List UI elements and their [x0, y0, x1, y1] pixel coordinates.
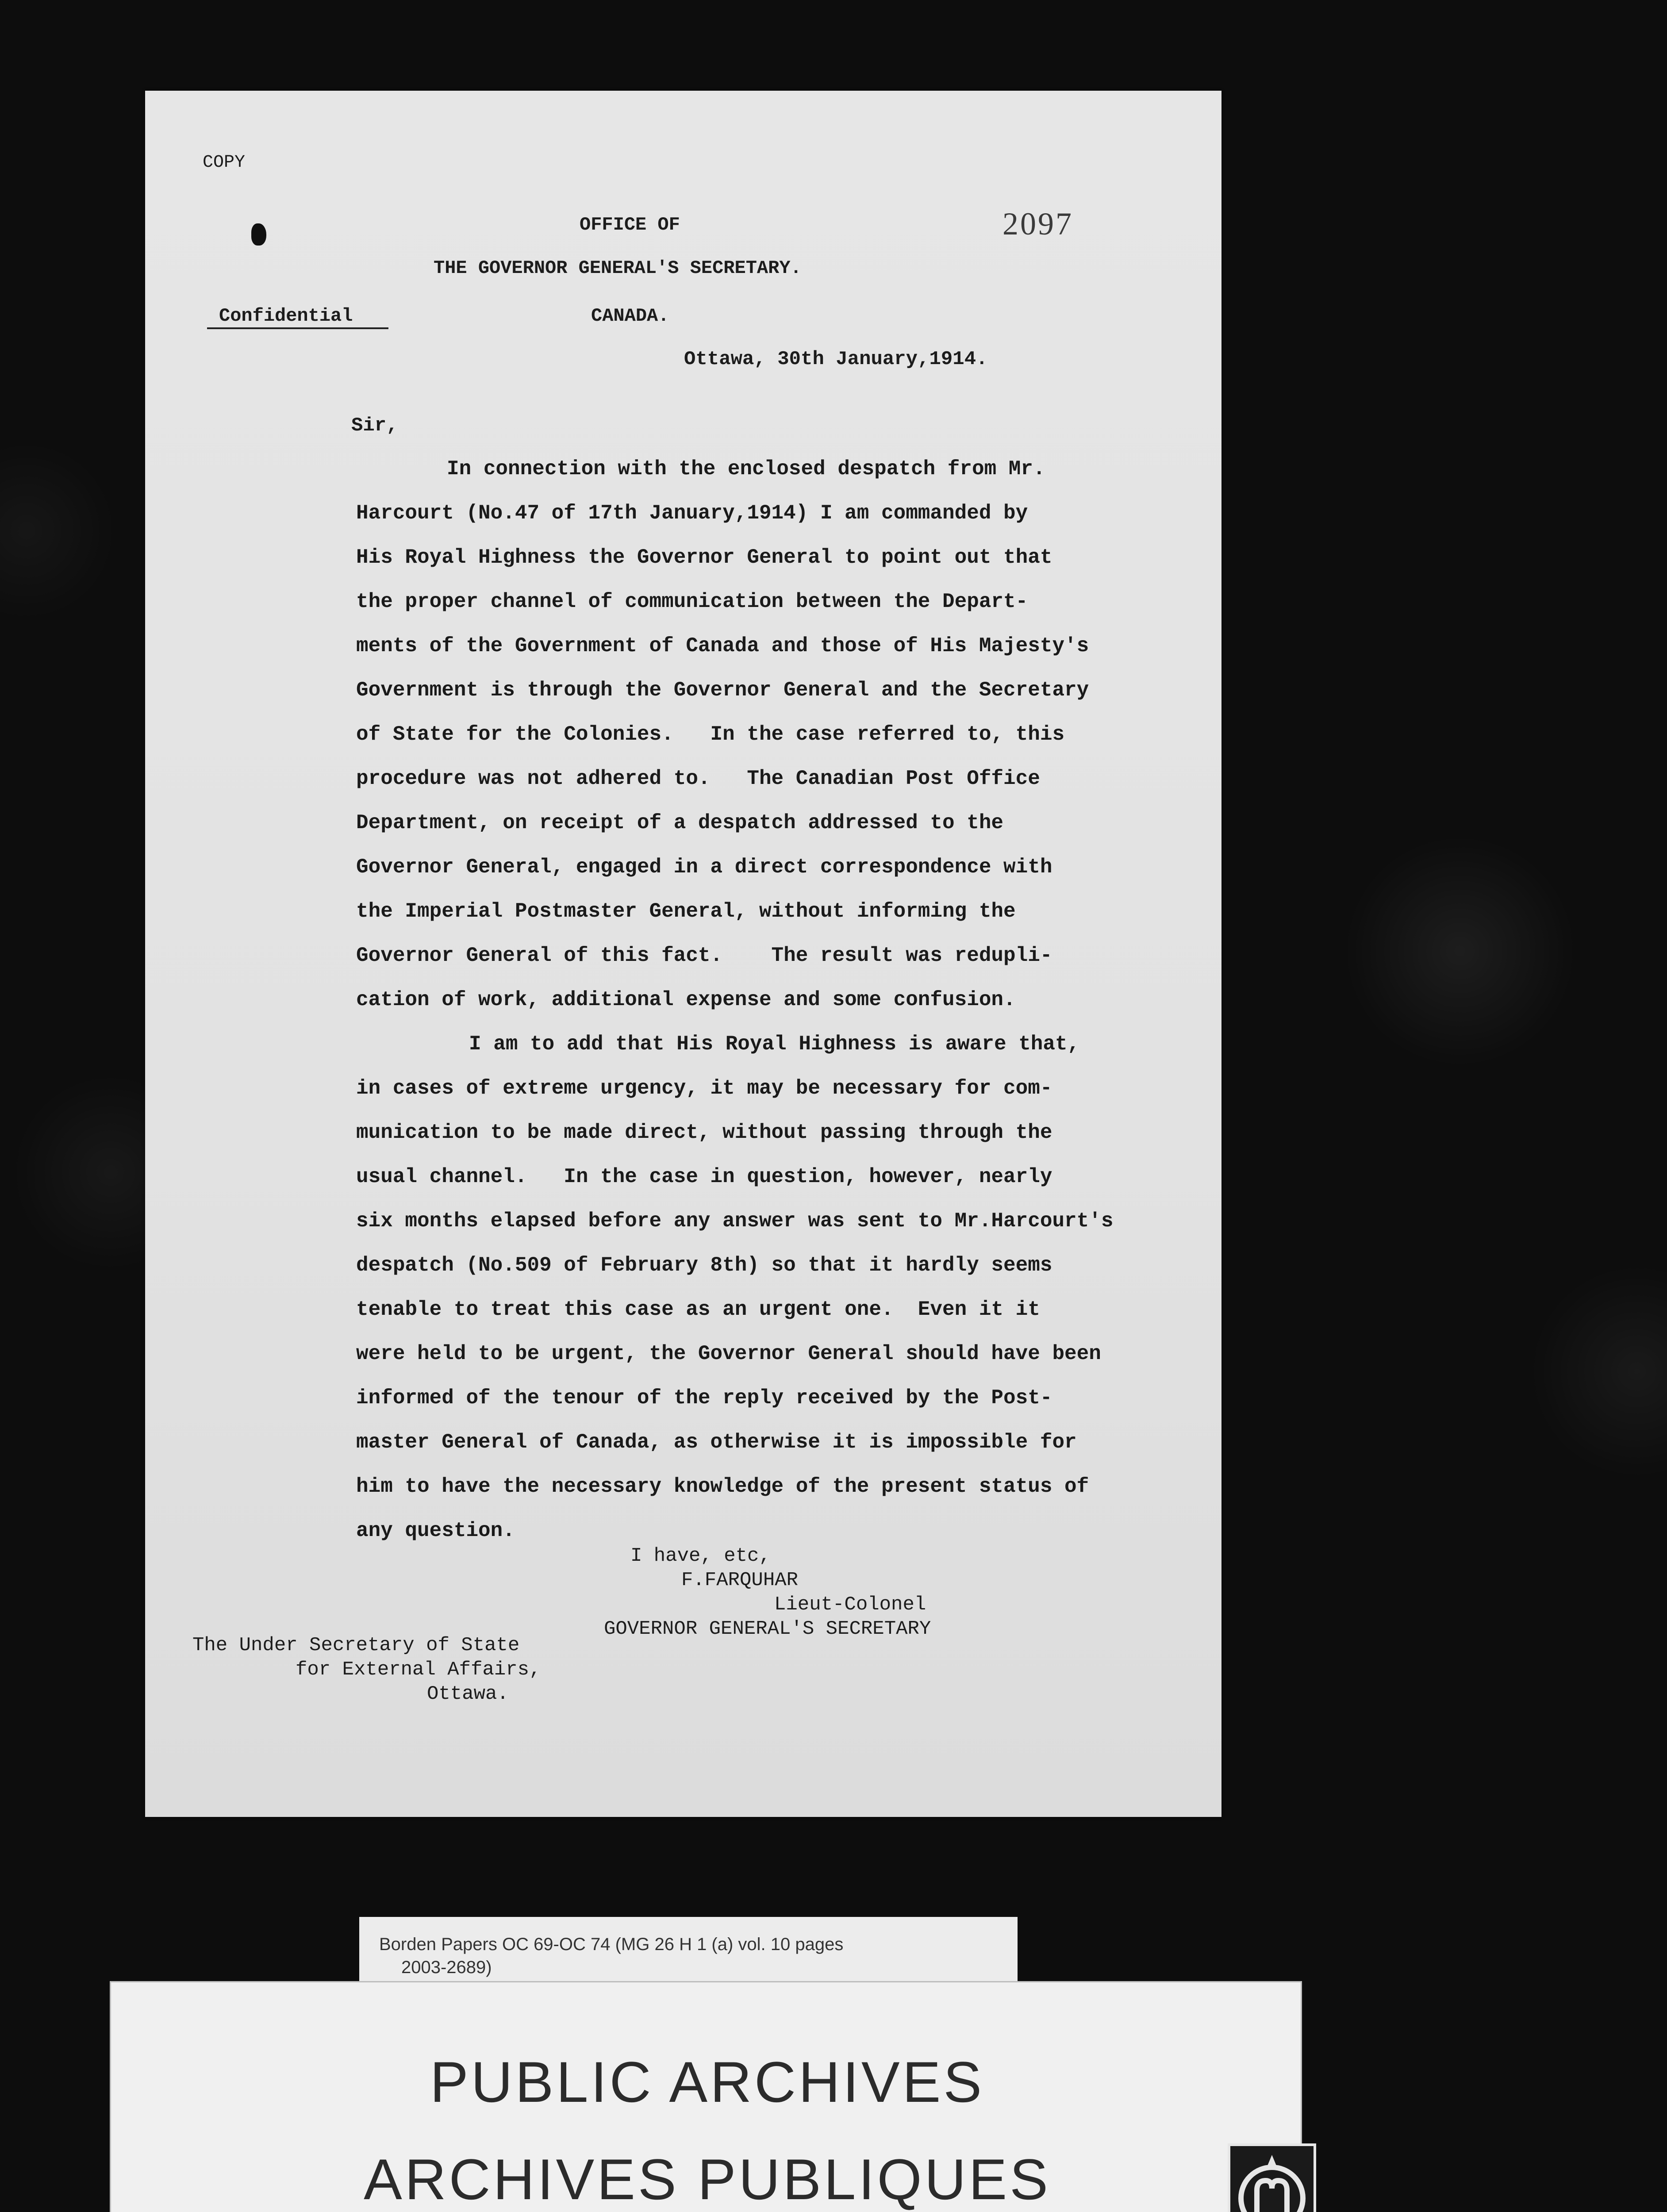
body-line: cation of work, additional expense and some confusion.: [356, 988, 1016, 1011]
addressee-line: for External Affairs,: [296, 1659, 541, 1681]
letter-sheet: [145, 91, 1221, 1817]
signer-rank: Lieut-Colonel: [774, 1594, 926, 1616]
archives-title-en: PUBLIC ARCHIVES: [430, 2050, 985, 2114]
body-line: of State for the Colonies. In the case referred to, this: [356, 723, 1065, 746]
body-line: in cases of extreme urgency, it may be necessary for com-: [356, 1077, 1052, 1100]
body-line: him to have the necessary knowledge of the present status of: [356, 1475, 1089, 1498]
ink-blot: [251, 223, 266, 246]
archives-emblem-icon: [1228, 2143, 1316, 2212]
body-line: the proper channel of communication between the Depart-: [356, 590, 1028, 613]
copy-mark: COPY: [203, 153, 246, 173]
salutation: Sir,: [351, 415, 398, 437]
body-line: Government is through the Governor General and the Secretary: [356, 679, 1089, 702]
reference-label: [359, 1917, 1018, 1981]
addressee-line: The Under Secretary of State: [192, 1634, 520, 1656]
date-line: Ottawa, 30th January,1914.: [684, 348, 988, 370]
header-secretary: THE GOVERNOR GENERAL'S SECRETARY.: [434, 257, 802, 279]
body-line: I am to add that His Royal Highness is aware that,: [469, 1033, 1080, 1056]
archives-emblem-glyph: [1230, 2146, 1314, 2212]
closing-line: I have, etc,: [630, 1545, 771, 1567]
body-line: munication to be made direct, without passing through the: [356, 1121, 1052, 1144]
body-line: six months elapsed before any answer was sent to Mr.Harcourt's: [356, 1210, 1114, 1233]
body-line: despatch (No.509 of February 8th) so that it hardly seems: [356, 1254, 1052, 1277]
body-line: procedure was not adhered to. The Canadian Post Office: [356, 767, 1040, 790]
reference-line: 2003-2689): [401, 1958, 492, 1977]
body-line: tenable to treat this case as an urgent one. Even it it: [356, 1298, 1040, 1321]
body-line: master General of Canada, as otherwise it is impossible for: [356, 1431, 1077, 1454]
header-office: OFFICE OF: [580, 214, 680, 235]
body-line: Department, on receipt of a despatch addressed to the: [356, 811, 1004, 834]
body-line: ments of the Government of Canada and those of His Majesty's: [356, 634, 1089, 657]
body-line: Harcourt (No.47 of 17th January,1914) I am commanded by: [356, 502, 1028, 525]
body-line: His Royal Highness the Governor General to point out that: [356, 546, 1052, 569]
header-country: CANADA.: [591, 305, 669, 326]
archives-card: [110, 1981, 1302, 2212]
body-line: In connection with the enclosed despatch from Mr.: [447, 457, 1045, 480]
classification-underline: [207, 327, 388, 329]
body-line: any question.: [356, 1519, 515, 1542]
reference-line: Borden Papers OC 69-OC 74 (MG 26 H 1 (a) vol. 10 pages: [379, 1935, 844, 1954]
body-line: Governor General, engaged in a direct correspondence with: [356, 856, 1052, 879]
body-line: the Imperial Postmaster General, without informing the: [356, 900, 1016, 923]
addressee-line: Ottawa.: [427, 1683, 509, 1705]
body-line: usual channel. In the case in question, however, nearly: [356, 1165, 1052, 1188]
body-line: Governor General of this fact. The result was redupli-: [356, 944, 1052, 967]
body-line: informed of the tenour of the reply received by the Post-: [356, 1386, 1052, 1409]
body-line: were held to be urgent, the Governor General should have been: [356, 1342, 1101, 1365]
signer-name: F.FARQUHAR: [681, 1569, 799, 1591]
page-number-stamp: 2097: [1003, 206, 1073, 242]
classification-label: Confidential: [219, 305, 353, 326]
archives-title-fr: ARCHIVES PUBLIQUES: [364, 2147, 1051, 2212]
signer-title: GOVERNOR GENERAL'S SECRETARY: [604, 1618, 931, 1640]
